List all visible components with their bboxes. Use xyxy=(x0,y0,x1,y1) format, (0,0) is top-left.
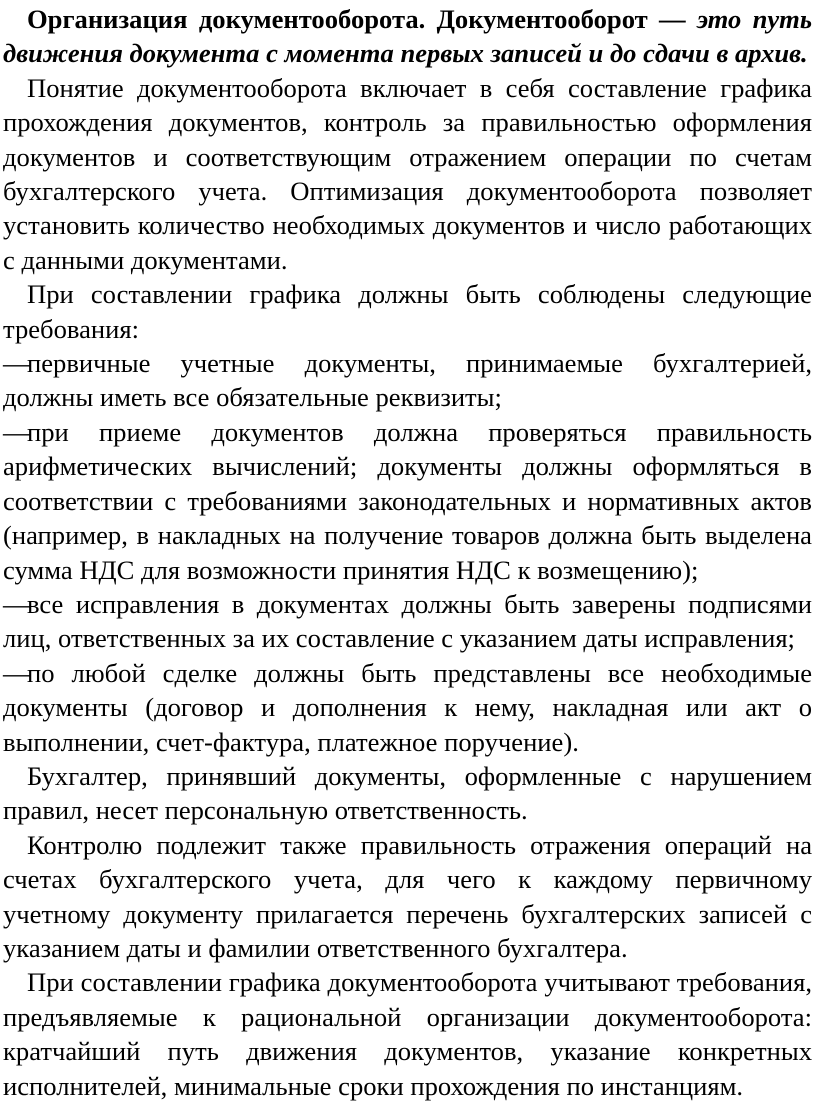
list-marker: — xyxy=(3,657,30,688)
list-marker: — xyxy=(3,348,30,379)
list-marker: — xyxy=(3,588,30,619)
list-item-text: при приеме документов должна проверяться правильность арифметических вычислений; документы должны оформляться в соответствии с требованиями законодательных и нормативных актов (например, в накладных на получение товаров должна быть выделена сумма НДС для возможности принятия НДС к возмещению); xyxy=(3,416,812,585)
list-item-text: все исправления в документах должны быть заверены подписями лиц, ответственных за их составление с указанием даты исправления; xyxy=(3,588,812,654)
paragraph-requirements-intro: При составлении графика должны быть соблюдены следующие требования: xyxy=(3,279,812,344)
list-item-text: по любой сделке должны быть представлены все необходимые документы (договор и дополнения к нему, накладная или акт о выполнении, счет-фактура, платежное поручение). xyxy=(3,657,812,757)
heading-definition: это путь движения документа с момента первых записей и до сдачи в архив. xyxy=(3,4,813,69)
paragraph-accounting-control: Контролю подлежит также правильность отражения операций на счетах бухгалтерского учета, для чего к каждому первичному учетному документу прилагается перечень бухгалтерских записей с указанием даты и фамилии ответственного бухгалтера. xyxy=(3,829,812,963)
list-item xyxy=(3,656,812,759)
section-heading xyxy=(3,2,812,71)
paragraph-schedule-requirements: При составлении графика документооборота учитывают требования, предъявляемые к рациональной организации документооборота: кратчайший путь движения документов, указание конкретных исполнителей, минимальные сроки прохождения по инстанциям. xyxy=(3,967,812,1101)
list-item xyxy=(3,346,812,415)
paragraph-accountant-responsibility: Бухгалтер, принявший документы, оформленные с нарушением правил, несет персональную ответственность. xyxy=(3,760,812,826)
heading-lead: Организация документооборота. Документооборот — xyxy=(27,4,686,34)
list-item-text: первичные учетные документы, принимаемые бухгалтерией, должны иметь все обязательные реквизиты; xyxy=(3,348,812,413)
list-item xyxy=(3,587,812,656)
paragraph-document-flow-concept: Понятие документооборота включает в себя составление графика прохождения документов, контроль за правильностью оформления документов и соответствующим отражением операции по счетам бухгалтерского учета. Оптимизация документооборота позволяет установить количество необходимых документов и число работающих с данными документами. xyxy=(3,72,812,275)
list-marker: — xyxy=(3,416,30,447)
list-item xyxy=(3,415,812,587)
